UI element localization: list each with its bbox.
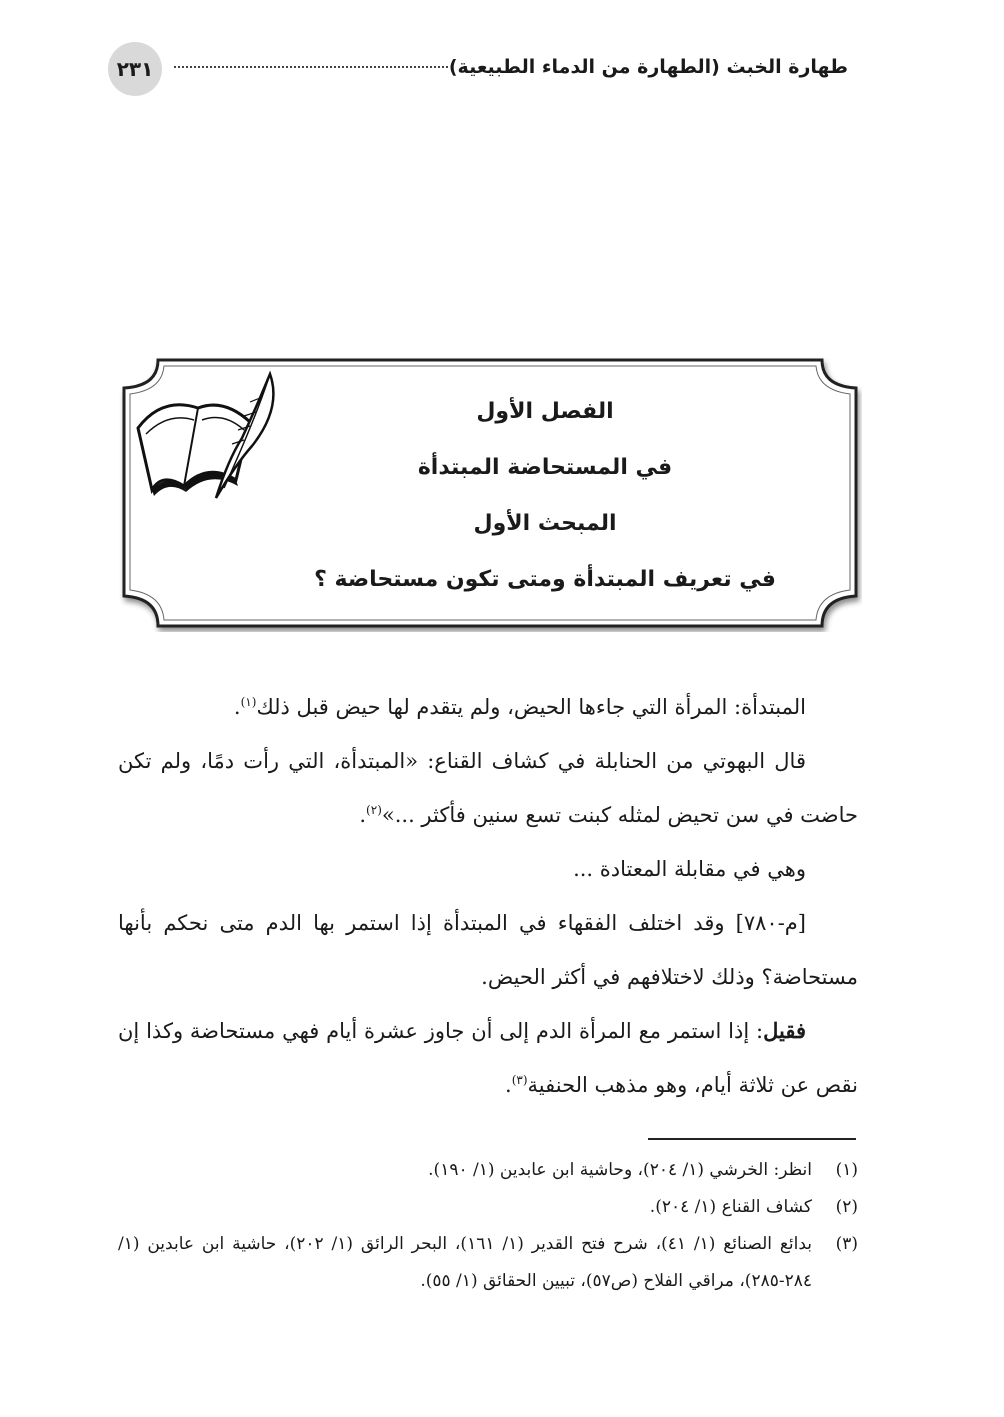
- paragraph-issue: [م-٧٨٠] وقد اختلف الفقهاء في المبتدأة إذا استمر بها الدم متى نحكم بأنها مستحاضة؟ وذلك لاختلافهم في أكثر الحيض.: [118, 911, 858, 989]
- opinion-lead: فقيل: [763, 1018, 806, 1043]
- chapter-heading-text: [268, 384, 822, 608]
- header-dotted-leader: [174, 66, 448, 68]
- footnote-ref: (٣): [511, 1073, 528, 1087]
- footnote-text: انظر: الخرشي (١/ ٢٠٤)، وحاشية ابن عابدين (١/ ١٩٠).: [428, 1160, 812, 1180]
- body-text: [118, 680, 858, 1112]
- paragraph-definition: المبتدأة: المرأة التي جاءها الحيض، ولم يتقدم لها حيض قبل ذلك$^{(١)}$.: [233, 695, 806, 719]
- footnote-ref: (٢): [366, 803, 382, 817]
- paragraph-quote: قال البهوتي من الحنابلة في كشاف القناع: «المبتدأة، التي رأت دمًا، ولم تكن حاضت في سن تحيض لمثله كبنت تسع سنين فأكثر ...»$^{(٢)}$.: [118, 749, 858, 827]
- page-number: ٢٣١: [116, 57, 154, 81]
- running-title: طهارة الخبث (الطهارة من الدماء الطبيعية): [448, 56, 848, 78]
- page-number-badge: [108, 42, 162, 96]
- footnote-item: [118, 1152, 858, 1189]
- section-subtitle: في تعريف المبتدأة ومتى تكون مستحاضة ؟: [314, 567, 776, 592]
- section-title: المبحث الأول: [473, 511, 617, 536]
- running-header: [108, 42, 848, 98]
- footnote-text: كشاف القناع (١/ ٢٠٤).: [649, 1197, 812, 1217]
- footnote-item: [118, 1226, 858, 1300]
- paragraph-opinion: فقيل: إذا استمر مع المرأة الدم إلى أن جاوز عشرة أيام فهي مستحاضة وكذا إن نقص عن ثلاثة أيام، وهو مذهب الحنفية$^{(٣)}$.: [118, 1018, 858, 1097]
- footnote-ref: (١): [240, 695, 257, 709]
- chapter-heading-frame: [118, 356, 862, 632]
- chapter-subtitle: في المستحاضة المبتدأة: [417, 455, 673, 480]
- footnote-number: (٢): [835, 1197, 858, 1217]
- footnotes: [118, 1152, 858, 1300]
- footnote-number: (١): [835, 1160, 858, 1180]
- book-and-quill-icon: [132, 368, 278, 502]
- paragraph-contrast: وهي في مقابلة المعتادة ...: [573, 857, 806, 881]
- footnote-text: بدائع الصنائع (١/ ٤١)، شرح فتح القدير (١/ ١٦١)، البحر الرائق (١/ ٢٠٢)، حاشية ابن عابدين (١/ ٢٨٤-٢٨٥)، مراقي الفلاح (ص٥٧)، تبيين الحقائق (١/ ٥٥).: [118, 1234, 813, 1291]
- footnote-separator: [648, 1138, 856, 1140]
- footnote-item: [118, 1189, 858, 1226]
- chapter-title: الفصل الأول: [476, 399, 614, 424]
- footnote-number: (٣): [835, 1234, 858, 1254]
